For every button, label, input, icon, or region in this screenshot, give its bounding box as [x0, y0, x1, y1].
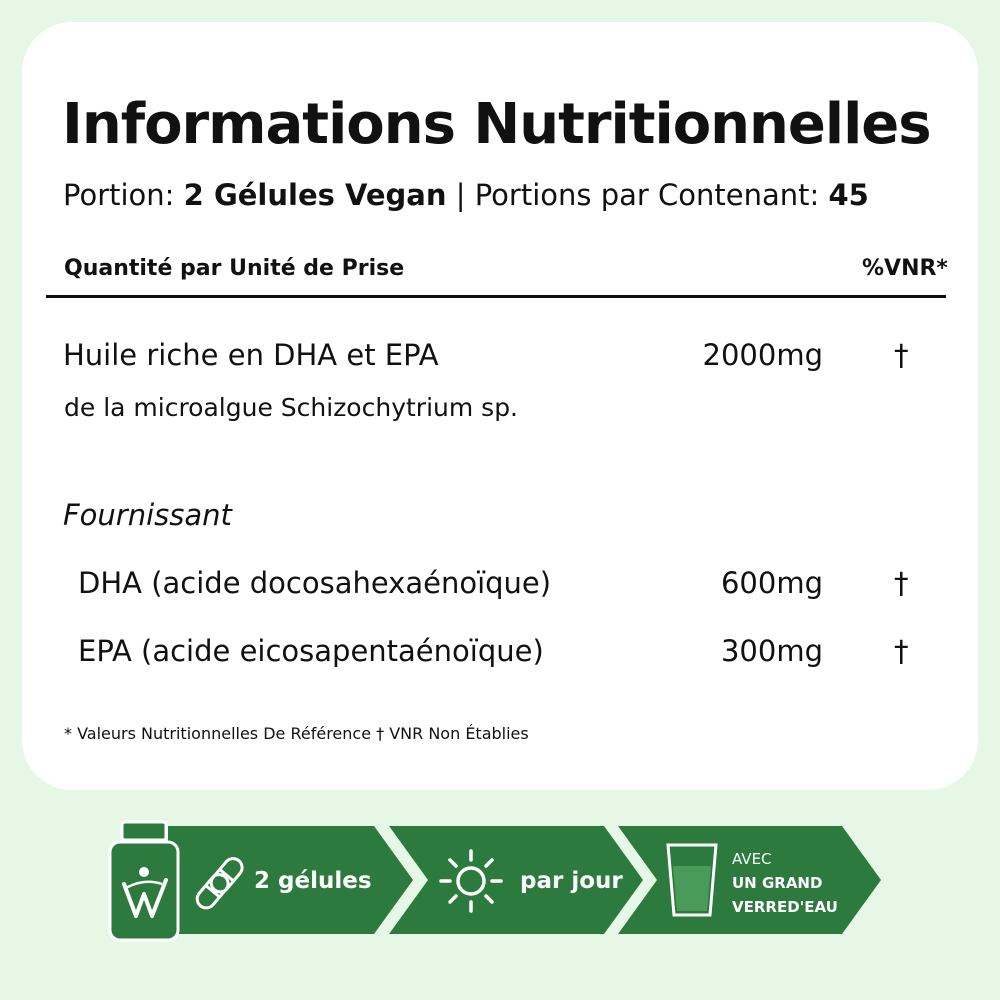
header-divider [46, 295, 946, 298]
water-line-1: AVEC [732, 850, 772, 868]
main-ingredient-amount: 2000mg [702, 338, 823, 372]
glass-of-water-icon [664, 842, 720, 918]
usage-banner [0, 800, 1000, 1000]
sun-icon [437, 848, 505, 914]
sub-ingredient-vnr: † [894, 634, 909, 668]
footnote: * Valeurs Nutritionnelles De Référence † VNR Non Établies [64, 724, 529, 743]
column-header-quantity: Quantité par Unité de Prise [64, 256, 405, 281]
serving-separator: | [446, 178, 475, 212]
sub-ingredient-name: EPA (acide eicosapentaénoïque) [78, 634, 544, 668]
portion-value: 2 Gélules Vegan [183, 178, 447, 212]
sub-ingredient-name: DHA (acide docosahexaénoïque) [78, 566, 552, 600]
capsules-label: 2 gélules [254, 868, 372, 894]
water-line-2: UN GRAND [732, 874, 823, 892]
main-ingredient-vnr: † [894, 338, 909, 372]
sub-ingredient-amount: 300mg [720, 634, 823, 668]
water-line-3: VERRED'EAU [732, 898, 838, 916]
sub-ingredient-vnr: † [894, 566, 909, 600]
main-ingredient-name: Huile riche en DHA et EPA [63, 338, 439, 372]
container-value: 45 [828, 178, 869, 212]
serving-info [63, 178, 869, 212]
page-title: Informations Nutritionnelles [62, 92, 931, 157]
main-ingredient-source: de la microalgue Schizochytrium sp. [64, 393, 519, 422]
providing-label: Fournissant [63, 498, 232, 532]
column-header-vnr: %VNR* [862, 256, 948, 281]
bottle-logo-icon [106, 820, 182, 942]
sub-ingredient-amount: 600mg [720, 566, 823, 600]
container-label: Portions par Contenant: [474, 178, 829, 212]
capsules-icon [190, 854, 248, 916]
per-day-label: par jour [520, 868, 623, 894]
portion-label: Portion: [63, 178, 184, 212]
